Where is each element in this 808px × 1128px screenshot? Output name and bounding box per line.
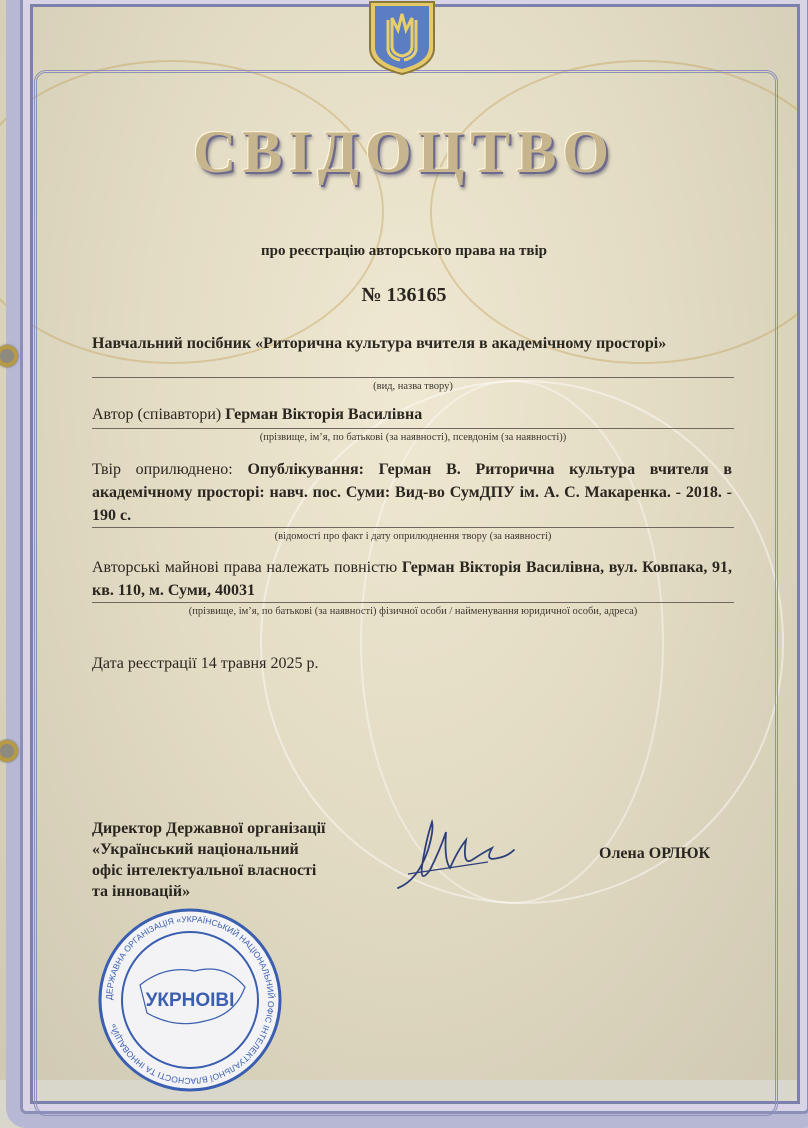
author-label: Автор (співавтори) xyxy=(92,406,222,423)
certificate-title: СВІДОЦТВО xyxy=(192,119,616,185)
certificate-subtitle: про реєстрацію авторського права на твір xyxy=(261,243,547,259)
divider xyxy=(92,527,734,528)
publication-label: Твір оприлюднено: xyxy=(92,461,233,478)
work-title-value: Навчальний посібник «Риторична культура вчителя в академічному просторі» xyxy=(92,335,667,352)
author-value: Герман Вікторія Василівна xyxy=(225,406,423,423)
author-caption: (прізвище, ім’я, по батькові (за наявності), псевдонім (за наявності)) xyxy=(259,432,567,443)
divider xyxy=(92,428,734,429)
rights-caption: (прізвище, ім’я, по батькові (за наявності) фізичної особи / найменування юридичної особи, адреса) xyxy=(188,606,638,617)
divider xyxy=(92,377,734,378)
divider xyxy=(92,602,734,603)
certificate-number: № 136165 xyxy=(361,284,447,306)
author-field xyxy=(92,403,732,426)
signatory-line: та інновацій» xyxy=(92,883,191,900)
trident-emblem-icon xyxy=(366,0,438,76)
registration-date: Дата реєстрації 14 травня 2025 р. xyxy=(92,655,319,672)
signatory-line: Директор Державної організації xyxy=(92,820,326,837)
work-caption: (вид, назва твору) xyxy=(373,381,453,392)
signatory-line: офіс інтелектуальної власності xyxy=(92,862,317,879)
rights-field xyxy=(92,556,732,602)
signatory-line: «Український національний xyxy=(92,841,299,858)
publication-caption: (відомості про факт і дату оприлюднення твору (за наявності) xyxy=(274,531,552,542)
handwritten-signature xyxy=(388,810,518,900)
publication-value: Опублікування: Герман В. Риторична культура вчителя в академічному просторі: навч. пос. Суми: Вид-во СумДПУ ім. А. С. Макаренка. - 2018. - 190 с. xyxy=(92,461,733,524)
svg-text:УКРНОІВІ: УКРНОІВІ xyxy=(145,990,235,1011)
svg-text:ДЕРЖАВНА ОРГАНІЗАЦІЯ «УКРАЇНСЬ: ДЕРЖАВНА ОРГАНІЗАЦІЯ «УКРАЇНСЬКИЙ НАЦІОНАЛЬНИЙ ОФІС ІНТЕЛЕКТУАЛЬНОЇ ВЛАСНОСТІ ТА ІННОВАЦІЙ» xyxy=(103,913,277,1087)
rights-value: Герман Вікторія Василівна, вул. Ковпака, 91, кв. 110, м. Суми, 40031 xyxy=(92,559,732,599)
official-seal xyxy=(95,905,285,1095)
signatory-title xyxy=(92,818,392,902)
signer-name: Олена ОРЛЮК xyxy=(599,845,711,862)
rights-label: Авторські майнові права належать повністю xyxy=(92,559,398,576)
publication-field xyxy=(92,458,732,527)
